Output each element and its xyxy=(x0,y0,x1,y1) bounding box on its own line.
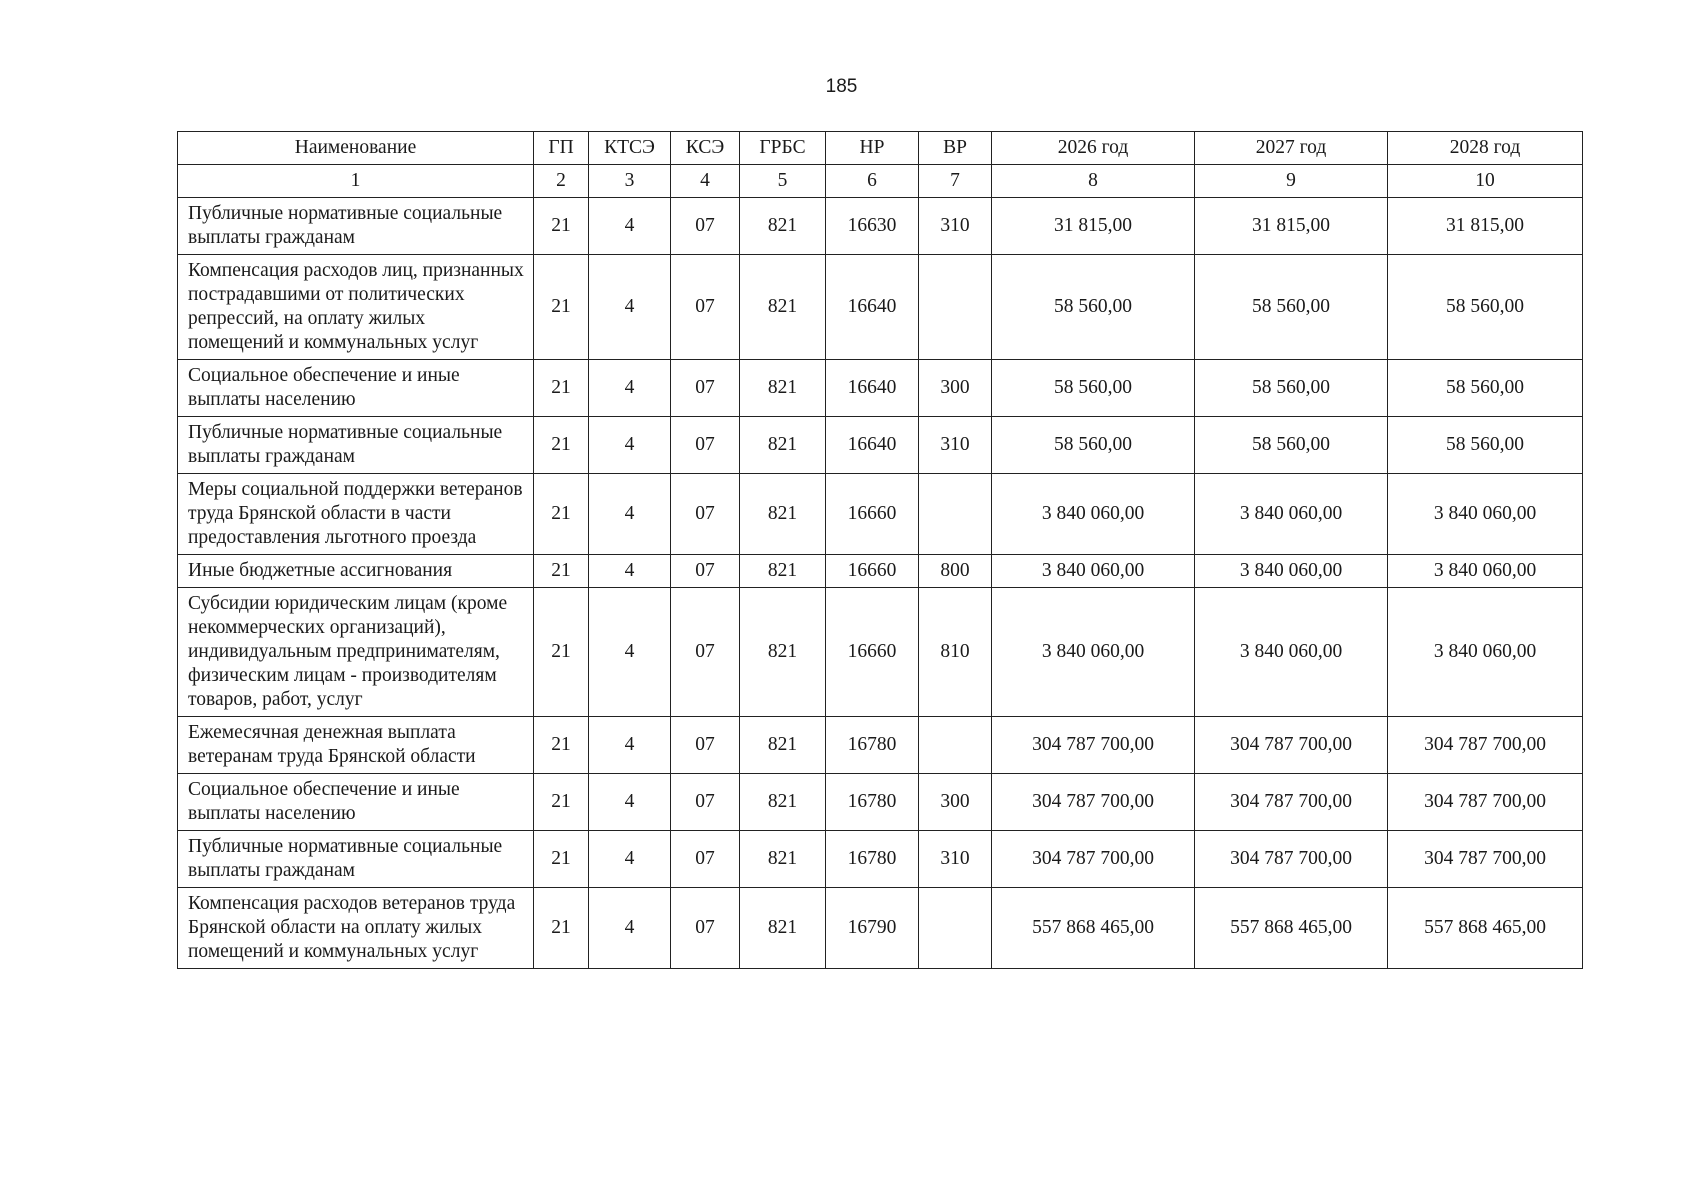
cell-kse: 07 xyxy=(671,198,740,255)
cell-ktse: 4 xyxy=(589,888,671,969)
cell-amount-2027: 58 560,00 xyxy=(1195,255,1388,360)
column-number: 5 xyxy=(740,165,826,198)
cell-name: Публичные нормативные социальные выплаты гражданам xyxy=(178,831,534,888)
cell-kse: 07 xyxy=(671,717,740,774)
cell-amount-2026: 58 560,00 xyxy=(992,360,1195,417)
cell-ktse: 4 xyxy=(589,555,671,588)
cell-ktse: 4 xyxy=(589,774,671,831)
cell-grbs: 821 xyxy=(740,198,826,255)
cell-grbs: 821 xyxy=(740,831,826,888)
cell-amount-2028: 58 560,00 xyxy=(1388,360,1583,417)
header-2026: 2026 год xyxy=(992,132,1195,165)
table-row xyxy=(178,555,1583,588)
cell-kse: 07 xyxy=(671,831,740,888)
cell-grbs: 821 xyxy=(740,555,826,588)
header-ktse: КТСЭ xyxy=(589,132,671,165)
column-number: 2 xyxy=(534,165,589,198)
cell-amount-2026: 58 560,00 xyxy=(992,255,1195,360)
cell-kse: 07 xyxy=(671,774,740,831)
table-row xyxy=(178,474,1583,555)
cell-amount-2026: 58 560,00 xyxy=(992,417,1195,474)
cell-vr: 310 xyxy=(919,198,992,255)
cell-nr: 16660 xyxy=(826,555,919,588)
cell-name: Публичные нормативные социальные выплаты гражданам xyxy=(178,198,534,255)
cell-kse: 07 xyxy=(671,474,740,555)
header-vr: ВР xyxy=(919,132,992,165)
cell-grbs: 821 xyxy=(740,888,826,969)
cell-amount-2027: 58 560,00 xyxy=(1195,360,1388,417)
cell-amount-2027: 557 868 465,00 xyxy=(1195,888,1388,969)
cell-amount-2026: 304 787 700,00 xyxy=(992,774,1195,831)
header-kse: КСЭ xyxy=(671,132,740,165)
cell-nr: 16780 xyxy=(826,831,919,888)
table-row xyxy=(178,417,1583,474)
header-row xyxy=(178,132,1583,165)
cell-nr: 16780 xyxy=(826,717,919,774)
table-row xyxy=(178,255,1583,360)
cell-amount-2026: 557 868 465,00 xyxy=(992,888,1195,969)
cell-vr xyxy=(919,255,992,360)
cell-name: Иные бюджетные ассигнования xyxy=(178,555,534,588)
cell-kse: 07 xyxy=(671,555,740,588)
cell-amount-2028: 304 787 700,00 xyxy=(1388,774,1583,831)
cell-amount-2027: 3 840 060,00 xyxy=(1195,474,1388,555)
cell-amount-2028: 304 787 700,00 xyxy=(1388,717,1583,774)
cell-amount-2028: 31 815,00 xyxy=(1388,198,1583,255)
cell-grbs: 821 xyxy=(740,774,826,831)
cell-name: Субсидии юридическим лицам (кроме некоммерческих организаций), индивидуальным предпринимателям, физическим лицам - производителям товаров, работ, услуг xyxy=(178,588,534,717)
column-number: 1 xyxy=(178,165,534,198)
cell-gp: 21 xyxy=(534,717,589,774)
cell-ktse: 4 xyxy=(589,198,671,255)
cell-grbs: 821 xyxy=(740,717,826,774)
cell-kse: 07 xyxy=(671,417,740,474)
cell-gp: 21 xyxy=(534,588,589,717)
header-grbs: ГРБС xyxy=(740,132,826,165)
cell-amount-2026: 304 787 700,00 xyxy=(992,831,1195,888)
cell-name: Меры социальной поддержки ветеранов труда Брянской области в части предоставления льготного проезда xyxy=(178,474,534,555)
cell-name: Социальное обеспечение и иные выплаты населению xyxy=(178,774,534,831)
cell-grbs: 821 xyxy=(740,417,826,474)
cell-grbs: 821 xyxy=(740,360,826,417)
header-nr: НР xyxy=(826,132,919,165)
cell-nr: 16640 xyxy=(826,255,919,360)
cell-nr: 16660 xyxy=(826,474,919,555)
cell-amount-2027: 304 787 700,00 xyxy=(1195,717,1388,774)
header-2028: 2028 год xyxy=(1388,132,1583,165)
cell-vr xyxy=(919,474,992,555)
cell-amount-2028: 3 840 060,00 xyxy=(1388,474,1583,555)
cell-amount-2027: 3 840 060,00 xyxy=(1195,555,1388,588)
cell-ktse: 4 xyxy=(589,255,671,360)
cell-amount-2026: 3 840 060,00 xyxy=(992,555,1195,588)
column-number: 3 xyxy=(589,165,671,198)
cell-vr: 810 xyxy=(919,588,992,717)
column-number: 9 xyxy=(1195,165,1388,198)
cell-amount-2028: 3 840 060,00 xyxy=(1388,555,1583,588)
cell-amount-2027: 304 787 700,00 xyxy=(1195,831,1388,888)
table-row xyxy=(178,360,1583,417)
cell-vr xyxy=(919,888,992,969)
cell-name: Социальное обеспечение и иные выплаты населению xyxy=(178,360,534,417)
cell-name: Компенсация расходов лиц, признанных пострадавшими от политических репрессий, на оплату жилых помещений и коммунальных услуг xyxy=(178,255,534,360)
cell-gp: 21 xyxy=(534,360,589,417)
table-row xyxy=(178,198,1583,255)
cell-kse: 07 xyxy=(671,255,740,360)
cell-gp: 21 xyxy=(534,255,589,360)
cell-ktse: 4 xyxy=(589,474,671,555)
cell-amount-2028: 58 560,00 xyxy=(1388,255,1583,360)
column-number-row xyxy=(178,165,1583,198)
cell-amount-2026: 31 815,00 xyxy=(992,198,1195,255)
cell-vr: 310 xyxy=(919,831,992,888)
table-row xyxy=(178,717,1583,774)
cell-vr: 800 xyxy=(919,555,992,588)
cell-gp: 21 xyxy=(534,474,589,555)
cell-amount-2026: 304 787 700,00 xyxy=(992,717,1195,774)
table-row xyxy=(178,774,1583,831)
cell-ktse: 4 xyxy=(589,717,671,774)
cell-ktse: 4 xyxy=(589,360,671,417)
cell-nr: 16640 xyxy=(826,417,919,474)
header-name: Наименование xyxy=(178,132,534,165)
cell-name: Компенсация расходов ветеранов труда Брянской области на оплату жилых помещений и коммунальных услуг xyxy=(178,888,534,969)
cell-kse: 07 xyxy=(671,360,740,417)
cell-vr: 310 xyxy=(919,417,992,474)
cell-amount-2028: 58 560,00 xyxy=(1388,417,1583,474)
table-row xyxy=(178,588,1583,717)
cell-gp: 21 xyxy=(534,888,589,969)
cell-ktse: 4 xyxy=(589,588,671,717)
column-number: 4 xyxy=(671,165,740,198)
table-row xyxy=(178,831,1583,888)
cell-gp: 21 xyxy=(534,198,589,255)
cell-nr: 16640 xyxy=(826,360,919,417)
cell-nr: 16630 xyxy=(826,198,919,255)
header-gp: ГП xyxy=(534,132,589,165)
cell-gp: 21 xyxy=(534,774,589,831)
column-number: 10 xyxy=(1388,165,1583,198)
cell-amount-2028: 557 868 465,00 xyxy=(1388,888,1583,969)
cell-amount-2026: 3 840 060,00 xyxy=(992,588,1195,717)
cell-amount-2027: 31 815,00 xyxy=(1195,198,1388,255)
cell-amount-2027: 3 840 060,00 xyxy=(1195,588,1388,717)
cell-nr: 16660 xyxy=(826,588,919,717)
table-row xyxy=(178,888,1583,969)
page-number: 185 xyxy=(825,76,858,97)
cell-name: Публичные нормативные социальные выплаты гражданам xyxy=(178,417,534,474)
cell-nr: 16790 xyxy=(826,888,919,969)
cell-amount-2027: 58 560,00 xyxy=(1195,417,1388,474)
cell-grbs: 821 xyxy=(740,588,826,717)
cell-amount-2028: 304 787 700,00 xyxy=(1388,831,1583,888)
column-number: 6 xyxy=(826,165,919,198)
cell-amount-2026: 3 840 060,00 xyxy=(992,474,1195,555)
cell-vr: 300 xyxy=(919,774,992,831)
column-number: 7 xyxy=(919,165,992,198)
cell-grbs: 821 xyxy=(740,474,826,555)
cell-vr: 300 xyxy=(919,360,992,417)
header-2027: 2027 год xyxy=(1195,132,1388,165)
cell-gp: 21 xyxy=(534,555,589,588)
cell-amount-2027: 304 787 700,00 xyxy=(1195,774,1388,831)
cell-ktse: 4 xyxy=(589,417,671,474)
column-number: 8 xyxy=(992,165,1195,198)
cell-nr: 16780 xyxy=(826,774,919,831)
cell-amount-2028: 3 840 060,00 xyxy=(1388,588,1583,717)
cell-gp: 21 xyxy=(534,831,589,888)
cell-grbs: 821 xyxy=(740,255,826,360)
cell-kse: 07 xyxy=(671,888,740,969)
budget-table xyxy=(177,131,1583,969)
cell-name: Ежемесячная денежная выплата ветеранам труда Брянской области xyxy=(178,717,534,774)
cell-gp: 21 xyxy=(534,417,589,474)
cell-kse: 07 xyxy=(671,588,740,717)
cell-ktse: 4 xyxy=(589,831,671,888)
cell-vr xyxy=(919,717,992,774)
